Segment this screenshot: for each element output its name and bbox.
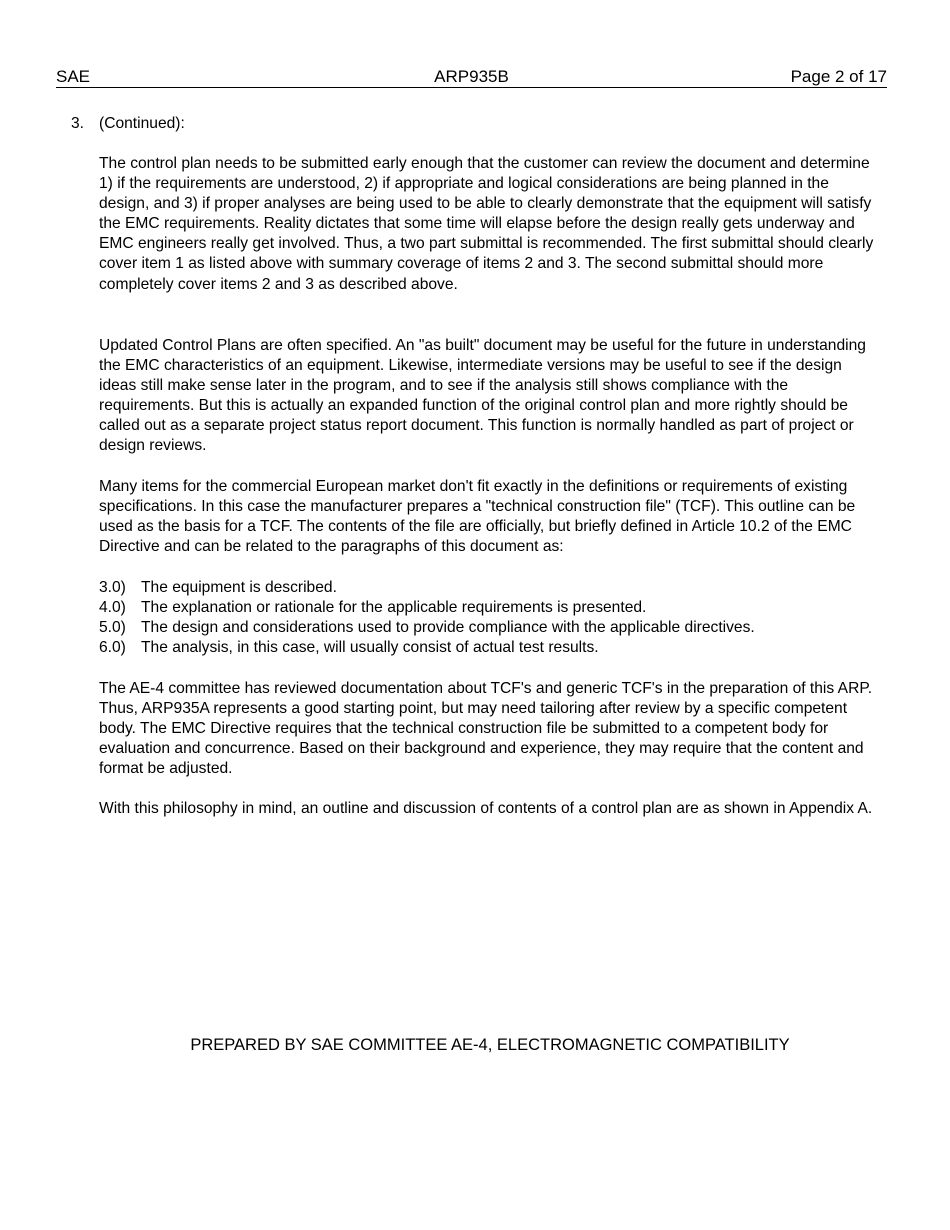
page-footer: PREPARED BY SAE COMMITTEE AE-4, ELECTROMAGNETIC COMPATIBILITY <box>190 1036 790 1054</box>
paragraph-tcf-intro: Many items for the commercial European market don't fit exactly in the definitions or requirements of existing specifications. In this case the manufacturer prepares a "technical construction file" (TCF). This outline can be used as the basis for a TCF. The contents of the file are officially, but briefly defined in Article 10.2 of the EMC Directive and can be related to the paragraphs of this document as: <box>99 478 856 556</box>
list-item <box>99 598 879 618</box>
paragraph-updated-control-plans: Updated Control Plans are often specified. An "as built" document may be useful for the future in understanding the EMC characteristics of an equipment. Likewise, intermediate versions may be useful to see if the design ideas still make sense later in the program, and to see if the analysis still shows compliance with the requirements. But this is actually an expanded function of the original control plan and more rightly should be called out as a separate project status report document. This function is normally handled as part of project or design reviews. <box>99 337 866 455</box>
list-item-number: 5.0) <box>99 619 126 637</box>
list-item <box>99 618 879 638</box>
header-organization: SAE <box>56 67 91 86</box>
header-page-number: Page 2 of 17 <box>790 67 887 86</box>
header-document-id: ARP935B <box>434 67 509 86</box>
list-item-text: The design and considerations used to provide compliance with the applicable directives. <box>141 619 755 637</box>
section-continued-label: (Continued): <box>99 115 185 132</box>
section-number: 3. <box>71 115 85 132</box>
list-item-text: The equipment is described. <box>141 579 337 596</box>
page-header <box>56 67 887 88</box>
paragraph-ae4-review: The AE-4 committee has reviewed documentation about TCF's and generic TCF's in the preparation of this ARP. Thus, ARP935A represents a good starting point, but may need tailoring after review by a specific competent body. The EMC Directive requires that the technical construction file be submitted to a competent body for evaluation and concurrence. Based on their background and experience, they may require that the content and format be adjusted. <box>99 680 873 778</box>
list-item-text: The analysis, in this case, will usually consist of actual test results. <box>141 639 599 657</box>
list-item-number: 6.0) <box>99 639 126 657</box>
paragraph-control-plan-timing: The control plan needs to be submitted early enough that the customer can review the document and determine 1) if the requirements are understood, 2) if appropriate and logical considerations are being planned in the design, and 3) if proper analyses are being used to be able to clearly demonstrate that the equipment will satisfy the EMC requirements. Reality dictates that some time will elapse before the design really gets underway and EMC engineers really get involved. Thus, a two part submittal is recommended. The first submittal should clearly cover item 1 as listed above with summary coverage of items 2 and 3. The second submittal should more completely cover items 2 and 3 as described above. <box>99 155 874 293</box>
list-item-number: 4.0) <box>99 599 126 617</box>
tcf-paragraph-list <box>99 578 879 658</box>
list-item <box>99 578 879 598</box>
list-item <box>99 638 879 658</box>
paragraph-philosophy: With this philosophy in mind, an outline and discussion of contents of a control plan are as shown in Appendix A. <box>99 800 873 817</box>
list-item-text: The explanation or rationale for the applicable requirements is presented. <box>141 599 647 617</box>
list-item-number: 3.0) <box>99 579 126 596</box>
